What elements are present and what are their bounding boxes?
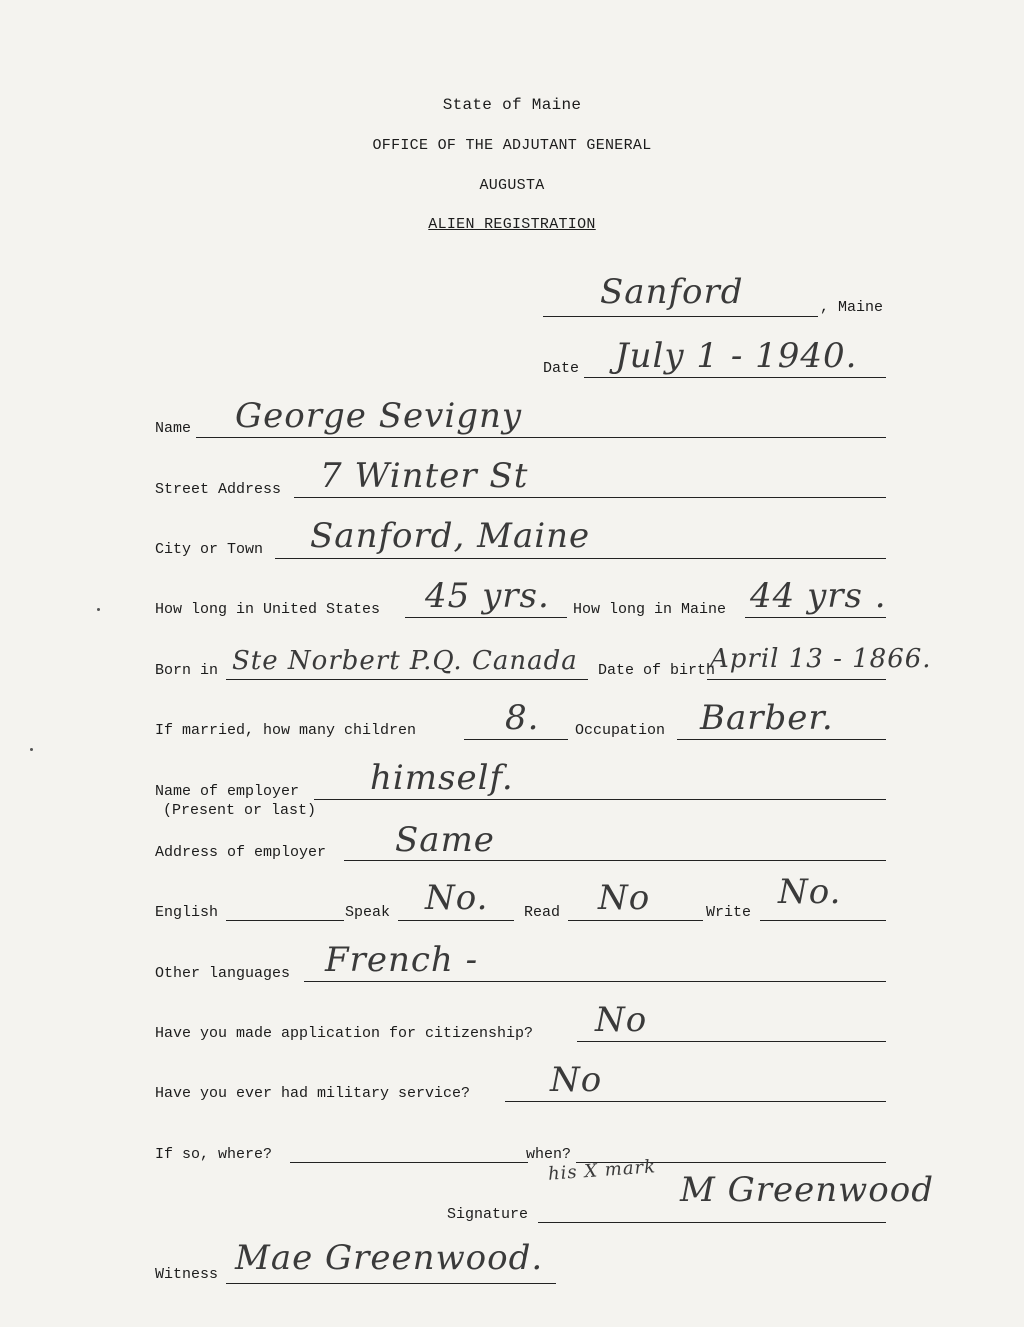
military-label: Have you ever had military service? — [155, 1085, 471, 1102]
birth-date-label: Date of birth — [598, 662, 716, 679]
speak-value: No. — [425, 878, 489, 918]
us-years-line — [405, 617, 567, 618]
date-value: July 1 - 1940. — [615, 336, 858, 376]
birth-date-value: April 13 - 1866. — [710, 644, 932, 674]
other-languages-label: Other languages — [155, 965, 291, 982]
place-value: Sanford — [600, 272, 744, 312]
name-line — [196, 437, 886, 438]
date-label: Date — [543, 360, 580, 377]
employer-address-value: Same — [395, 820, 495, 860]
occupation-value: Barber. — [700, 698, 834, 738]
city-heading: AUGUSTA — [479, 177, 545, 194]
name-label: Name — [155, 420, 192, 437]
citizenship-label: Have you made application for citizenship? — [155, 1025, 534, 1042]
street-value: 7 Winter St — [320, 456, 529, 496]
maine-years-label: How long in Maine — [573, 601, 727, 618]
us-years-label: How long in United States — [155, 601, 381, 618]
speak-line — [398, 920, 514, 921]
write-label: Write — [706, 904, 752, 921]
witness-label: Witness — [155, 1266, 219, 1283]
date-line — [584, 377, 886, 378]
city-line — [275, 558, 886, 559]
signature-label: Signature — [447, 1206, 529, 1223]
occupation-label: Occupation — [575, 722, 666, 739]
write-value: No. — [778, 872, 842, 912]
born-in-label: Born in — [155, 662, 219, 679]
read-line — [568, 920, 703, 921]
maine-years-value: 44 yrs . — [750, 576, 887, 616]
children-value: 8. — [505, 698, 540, 738]
employer-sublabel: (Present or last) — [163, 802, 317, 819]
other-languages-line — [304, 981, 886, 982]
employer-line — [314, 799, 886, 800]
born-in-value: Ste Norbert P.Q. Canada — [232, 646, 578, 676]
office-heading: OFFICE OF THE ADJUTANT GENERAL — [372, 137, 652, 154]
city-value: Sanford, Maine — [310, 516, 591, 556]
maine-years-line — [745, 617, 886, 618]
where-label: If so, where? — [155, 1146, 273, 1163]
signature-line — [538, 1222, 886, 1223]
witness-line — [226, 1283, 556, 1284]
children-line — [464, 739, 568, 740]
form-title: ALIEN REGISTRATION — [428, 216, 596, 233]
children-label: If married, how many children — [155, 722, 417, 739]
signature-name: M Greenwood — [680, 1170, 934, 1210]
where-line — [290, 1162, 528, 1163]
signature-mark: his X mark — [547, 1156, 657, 1185]
employer-value: himself. — [370, 758, 514, 798]
speak-label: Speak — [345, 904, 391, 921]
citizenship-line — [577, 1041, 886, 1042]
citizenship-value: No — [595, 1000, 648, 1040]
read-value: No — [598, 878, 651, 918]
street-line — [294, 497, 886, 498]
english-line — [226, 920, 344, 921]
state-heading: State of Maine — [442, 96, 582, 114]
us-years-value: 45 yrs. — [425, 576, 550, 616]
when-label: when? — [526, 1146, 572, 1163]
birth-date-line — [707, 679, 886, 680]
military-value: No — [550, 1060, 603, 1100]
street-label: Street Address — [155, 481, 282, 498]
occupation-line — [677, 739, 886, 740]
name-value: George Sevigny — [235, 396, 523, 436]
born-in-line — [226, 679, 588, 680]
scan-speck — [97, 608, 100, 611]
employer-address-label: Address of employer — [155, 844, 327, 861]
other-languages-value: French - — [325, 940, 479, 980]
write-line — [760, 920, 886, 921]
employer-address-line — [344, 860, 886, 861]
place-line — [543, 316, 818, 317]
military-line — [505, 1101, 886, 1102]
read-label: Read — [524, 904, 561, 921]
employer-label: Name of employer — [155, 783, 300, 800]
english-label: English — [155, 904, 219, 921]
city-label: City or Town — [155, 541, 264, 558]
scan-speck — [30, 748, 33, 751]
place-suffix: , Maine — [820, 299, 884, 316]
witness-value: Mae Greenwood. — [235, 1238, 544, 1278]
